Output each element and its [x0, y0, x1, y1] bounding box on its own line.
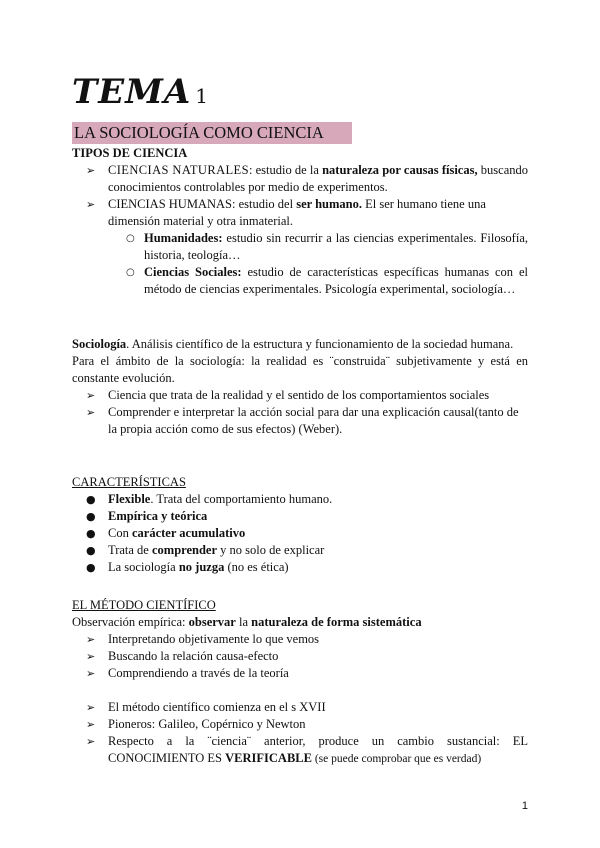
sociologia-item-text: Ciencia que trata de la realidad y el sentido de los comportamientos sociales	[108, 388, 490, 402]
sociologia-label: Sociología	[72, 337, 127, 351]
arrow-bullet-icon: ➢	[86, 650, 96, 663]
dot-bullet-icon: ●	[86, 561, 96, 574]
metodo-item-text: Interpretando objetivamente lo que vemos	[108, 632, 320, 646]
sociales-label: Ciencias Sociales:	[144, 265, 242, 279]
list-item	[72, 699, 528, 716]
tipos-section	[72, 145, 528, 298]
obs-bold-1: observar	[188, 615, 236, 629]
circle-bullet-icon: ○	[126, 233, 135, 244]
metodo-item-text: El método científico comienza en el s XVII	[108, 700, 326, 714]
c1-text: . Trata del comportamiento humano.	[150, 492, 333, 506]
arrow-bullet-icon: ➢	[86, 718, 96, 731]
c2-bold: Empírica y teórica	[108, 509, 208, 523]
list-item	[72, 542, 528, 559]
obs-text-1: Observación empírica:	[72, 615, 189, 629]
title-text: TEMA	[72, 72, 192, 112]
arrow-bullet-icon: ➢	[86, 164, 96, 177]
humanas-text-2: El ser humano tiene una dimensión material y otra inmaterial.	[108, 197, 486, 228]
metodo-item-text: Buscando la relación causa-efecto	[108, 649, 279, 663]
sociologia-definition	[72, 336, 528, 353]
sociologia-item-text: Comprender e interpretar la acción social para dar una explicación causal(tanto de la propia acción como de sus efectos) (Weber).	[108, 405, 519, 436]
list-item	[72, 631, 528, 648]
list-item	[72, 665, 528, 682]
humanas-text-1: estudio del	[235, 197, 297, 211]
naturales-label: CIENCIAS NATURALES	[108, 163, 249, 177]
sociales-text: estudio de características específicas humanas con el método de ciencias experimentales. Psicología experimental, sociología…	[144, 265, 528, 296]
page-title	[72, 72, 209, 116]
arrow-bullet-icon: ➢	[86, 735, 96, 748]
list-item	[72, 491, 528, 508]
c4-bold: comprender	[151, 543, 218, 557]
list-item	[72, 508, 528, 525]
page-number: 1	[521, 800, 528, 812]
caracteristicas-section	[72, 474, 528, 576]
c3-bold: carácter acumulativo	[131, 526, 246, 540]
list-item-humanas	[72, 196, 528, 230]
respecto-bold: VERIFICABLE	[225, 751, 312, 765]
arrow-bullet-icon: ➢	[86, 701, 96, 714]
metodo-observacion	[72, 614, 528, 631]
list-item-humanidades	[72, 230, 528, 264]
circle-bullet-icon: ○	[126, 267, 135, 278]
arrow-bullet-icon: ➢	[86, 633, 96, 646]
list-item	[72, 733, 528, 768]
naturales-bold: naturaleza por causas físicas,	[322, 163, 478, 177]
c4-text-2: y no solo de explicar	[217, 543, 325, 557]
metodo-item-text: Pioneros: Galileo, Copérnico y Newton	[108, 717, 306, 731]
list-item	[72, 387, 528, 404]
arrow-bullet-icon: ➢	[86, 198, 96, 211]
dot-bullet-icon: ●	[86, 493, 96, 506]
c4-text: Trata de	[108, 543, 152, 557]
metodo-title: EL MÉTODO CIENTÍFICO	[72, 598, 216, 612]
dot-bullet-icon: ●	[86, 527, 96, 540]
humanas-label: CIENCIAS HUMANAS:	[108, 197, 236, 211]
title-number: 1	[195, 84, 209, 108]
humanidades-label: Humanidades:	[144, 231, 223, 245]
arrow-bullet-icon: ➢	[86, 389, 96, 402]
c5-text-2: (no es ética)	[224, 560, 289, 574]
c5-bold: no juzga	[178, 560, 225, 574]
naturales-text-2: buscando conocimientos controlables por medio de experimentos.	[108, 163, 528, 194]
respecto-text-2: (se puede comprobar que es verdad)	[311, 753, 482, 765]
list-item-sociales	[72, 264, 528, 298]
list-item	[72, 525, 528, 542]
list-item	[72, 559, 528, 576]
sociologia-ambito: Para el ámbito de la sociología: la realidad es ¨construida¨ subjetivamente y está en constante evolución.	[72, 354, 528, 385]
metodo-section	[72, 597, 528, 768]
list-item	[72, 648, 528, 665]
arrow-bullet-icon: ➢	[86, 406, 96, 419]
c1-bold: Flexible	[108, 492, 151, 506]
section-heading: LA SOCIOLOGÍA COMO CIENCIA	[72, 122, 352, 144]
caracteristicas-title: CARACTERÍSTICAS	[72, 475, 186, 489]
humanas-bold: ser humano.	[296, 197, 362, 211]
list-item	[72, 404, 528, 438]
humanidades-text: estudio sin recurrir a las ciencias experimentales. Filosofía, historia, teología…	[144, 231, 528, 262]
obs-text-2: la	[235, 615, 252, 629]
c3-text: Con	[108, 526, 132, 540]
tipos-title: TIPOS DE CIENCIA	[72, 146, 188, 160]
list-item-naturales	[72, 162, 528, 196]
metodo-item-text: Comprendiendo a través de la teoría	[108, 666, 289, 680]
list-item	[72, 716, 528, 733]
dot-bullet-icon: ●	[86, 544, 96, 557]
obs-bold-2: naturaleza de forma sistemática	[251, 615, 422, 629]
arrow-bullet-icon: ➢	[86, 667, 96, 680]
naturales-text-1: : estudio de la	[248, 163, 323, 177]
sociologia-text: . Análisis científico de la estructura y funcionamiento de la sociedad humana.	[126, 337, 514, 351]
sociologia-section	[72, 336, 528, 438]
c5-text: La sociología	[108, 560, 179, 574]
respecto-text-1: Respecto a la ¨ciencia¨ anterior, produce un cambio sustancial: EL CONOCIMIENTO ES	[108, 734, 528, 765]
dot-bullet-icon: ●	[86, 510, 96, 523]
